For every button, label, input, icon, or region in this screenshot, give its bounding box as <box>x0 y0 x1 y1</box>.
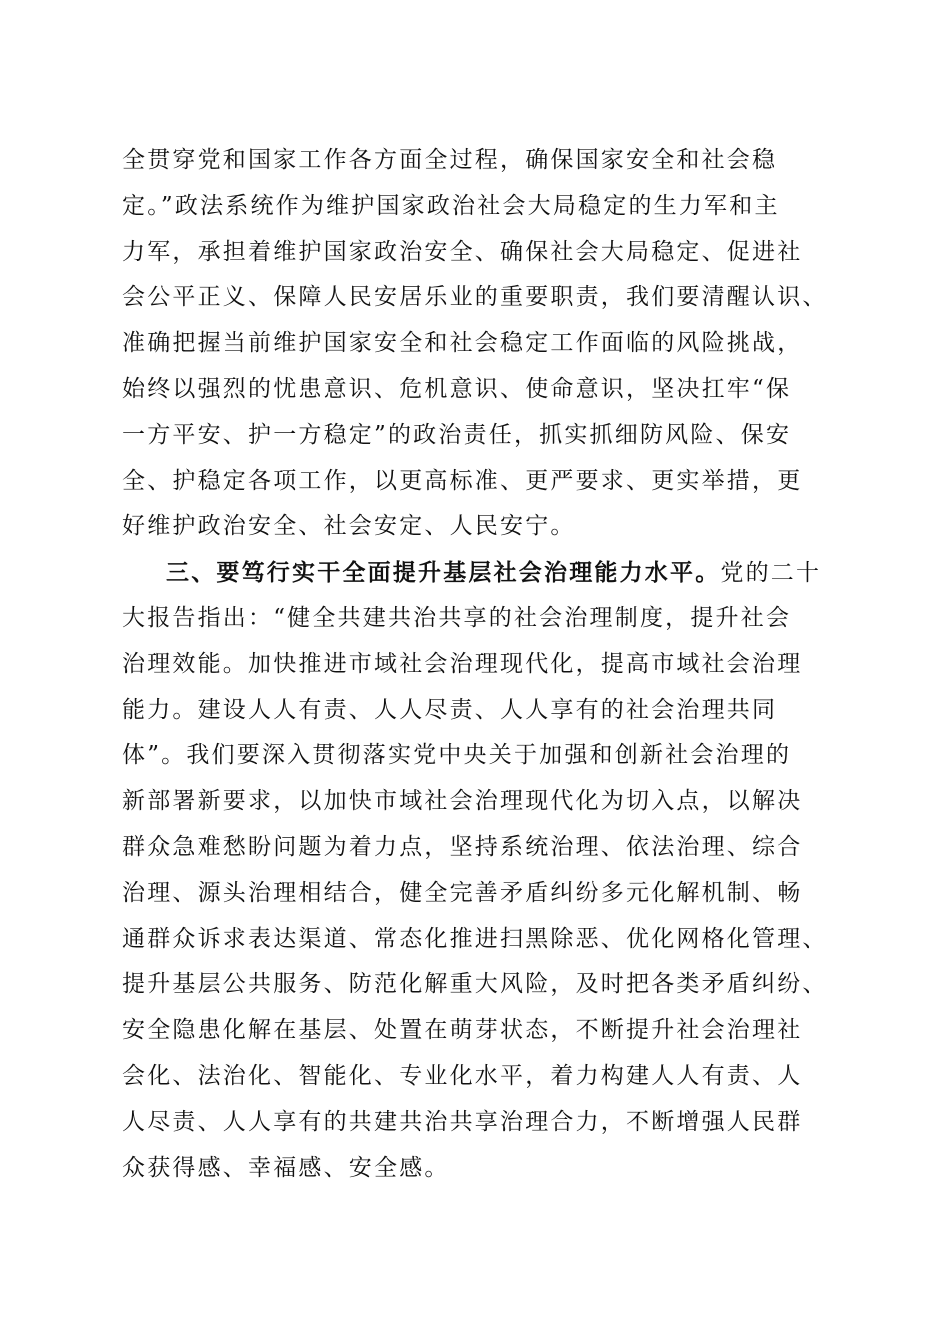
text-line: 安全隐患化解在基层、处置在萌芽状态，不断提升社会治理社 <box>122 1017 803 1044</box>
text-line: 会公平正义、保障人民安居乐业的重要职责，我们要清醒认识、 <box>122 284 828 311</box>
text-line: 新部署新要求，以加快市域社会治理现代化为切入点，以解决 <box>122 788 803 815</box>
text-line: 通群众诉求表达渠道、常态化推进扫黑除恶、优化网格化管理、 <box>122 925 828 952</box>
text-line: 好维护政治安全、社会安定、人民安宁。 <box>122 513 576 540</box>
paragraph-1 <box>122 138 842 550</box>
text-line: 始终以强烈的忧患意识、危机意识、使命意识，坚决扛牢“保 <box>122 375 792 402</box>
text-line: 一方平安、护一方稳定”的政治责任，抓实抓细防风险、保安 <box>122 421 792 448</box>
heading-continuation: 党的二十 <box>720 560 822 587</box>
section-heading: 三、要笃行实干全面提升基层社会治理能力水平。 <box>166 559 721 587</box>
text-line: 大报告指出：“健全共建共治共享的社会治理制度，提升社会 <box>122 604 792 631</box>
text-line: 众获得感、幸福感、安全感。 <box>122 1154 450 1181</box>
text-line: 治理、源头治理相结合，健全完善矛盾纠纷多元化解机制、畅 <box>122 879 803 906</box>
text-line: 全、护稳定各项工作，以更高标准、更严要求、更实举措，更 <box>122 467 803 494</box>
text-line: 会化、法治化、智能化、专业化水平，着力构建人人有责、人 <box>122 1062 803 1089</box>
paragraph-first-line <box>122 550 842 596</box>
text-line: 体”。我们要深入贯彻落实党中央关于加强和创新社会治理的 <box>122 742 792 769</box>
text-line: 定。”政法系统作为维护国家政治社会大局稳定的生力军和主 <box>122 192 780 219</box>
document-body <box>122 138 842 1191</box>
text-line: 全贯穿党和国家工作各方面全过程，确保国家安全和社会稳 <box>122 147 778 173</box>
text-line: 人尽责、人人享有的共建共治共享治理合力，不断增强人民群 <box>122 1108 803 1135</box>
text-line: 提升基层公共服务、防范化解重大风险，及时把各类矛盾纠纷、 <box>122 971 828 998</box>
text-line: 治理效能。加快推进市域社会治理现代化，提高市域社会治理 <box>122 650 803 677</box>
text-line: 力军，承担着维护国家政治安全、确保社会大局稳定、促进社 <box>122 238 803 265</box>
text-line: 能力。建设人人有责、人人尽责、人人享有的社会治理共同 <box>122 696 778 723</box>
text-line: 准确把握当前维护国家安全和社会稳定工作面临的风险挑战， <box>122 330 803 357</box>
text-line: 群众急难愁盼问题为着力点，坚持系统治理、依法治理、综合 <box>122 833 803 860</box>
paragraph-2 <box>122 550 842 1191</box>
